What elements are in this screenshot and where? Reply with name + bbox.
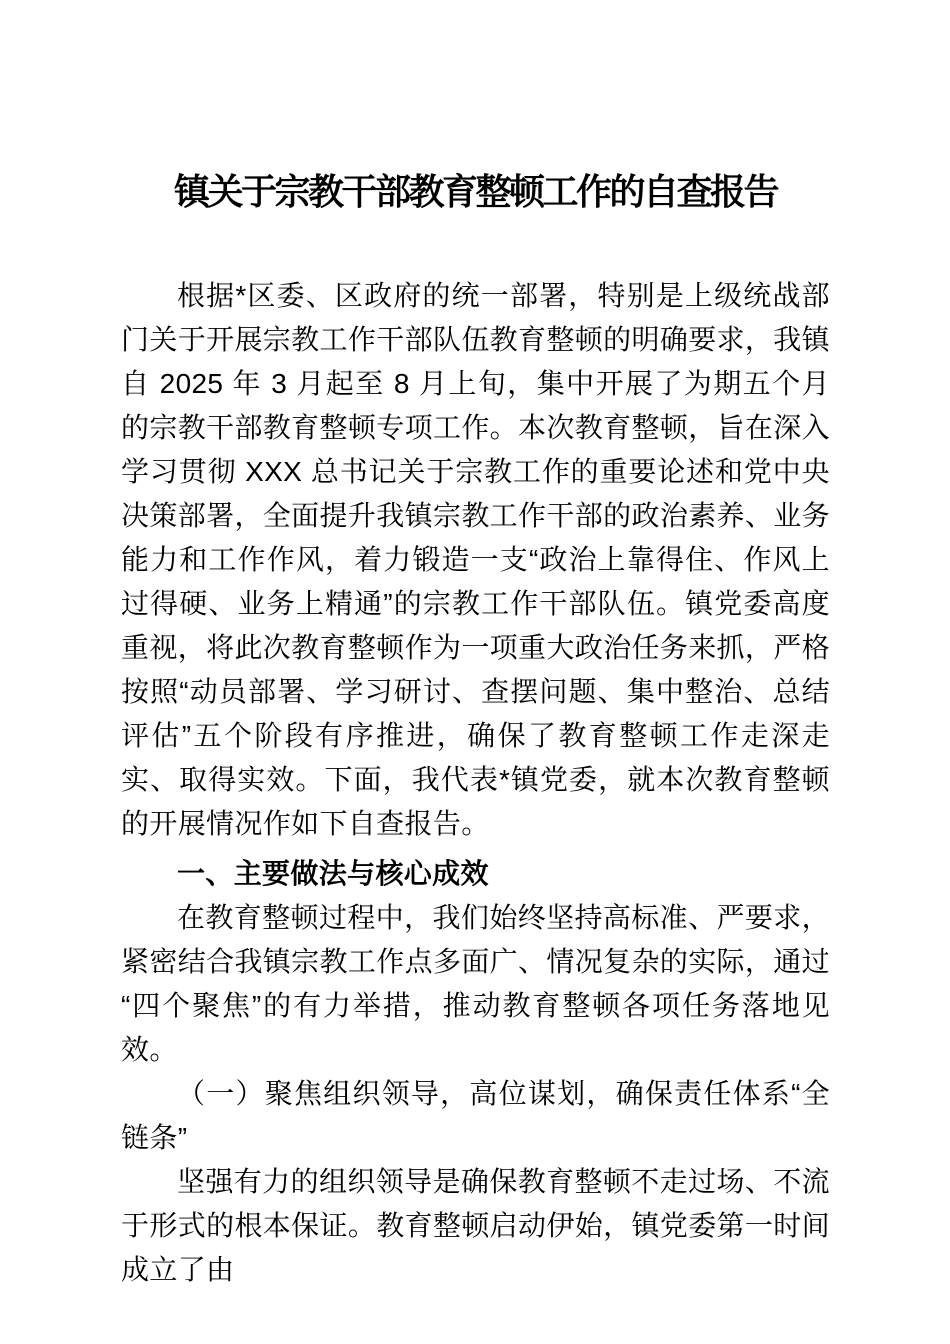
paragraph-subsection-body: 坚强有力的组织领导是确保教育整顿不走过场、不流于形式的根本保证。教育整顿启动伊始，镇党委第一时间成立了由 <box>121 1166 830 1285</box>
subsection-heading-organizational-leadership: （一）聚焦组织领导，高位谋划，确保责任体系“全链条” <box>121 1078 830 1153</box>
paragraph-section-overview: 在教育整顿过程中，我们始终坚持高标准、严要求，紧密结合我镇宗教工作点多面广、情况复杂的实际，通过“四个聚焦”的有力举措，推动教育整顿各项任务落地见效。 <box>121 902 830 1065</box>
section-heading-main-practices: 一、主要做法与核心成效 <box>177 858 489 889</box>
paragraph-intro: 根据*区委、区政府的统一部署，特别是上级统战部门关于开展宗教工作干部队伍教育整顿的明确要求，我镇自 2025 年 3 月起至 8 月上旬，集中开展了为期五个月的宗教干部教育整顿专项工作。本次教育整顿，旨在深入学习贯彻 XXX 总书记关于宗教工作的重要论述和党中央决策部署，全面提升我镇宗教工作干部的政治素养、业务能力和工作作风，着力锻造一支“政治上靠得住、作风上过得硬、业务上精通”的宗教工作干部队伍。镇党委高度重视，将此次教育整顿作为一项重大政治任务来抓，严格按照“动员部署、学习研讨、查摆问题、集中整治、总结评估”五个阶段有序推进，确保了教育整顿工作走深走实、取得实效。下面，我代表*镇党委，就本次教育整顿的开展情况作如下自查报告。 <box>121 280 830 839</box>
document-title: 镇关于宗教干部教育整顿工作的自查报告 <box>173 171 777 212</box>
